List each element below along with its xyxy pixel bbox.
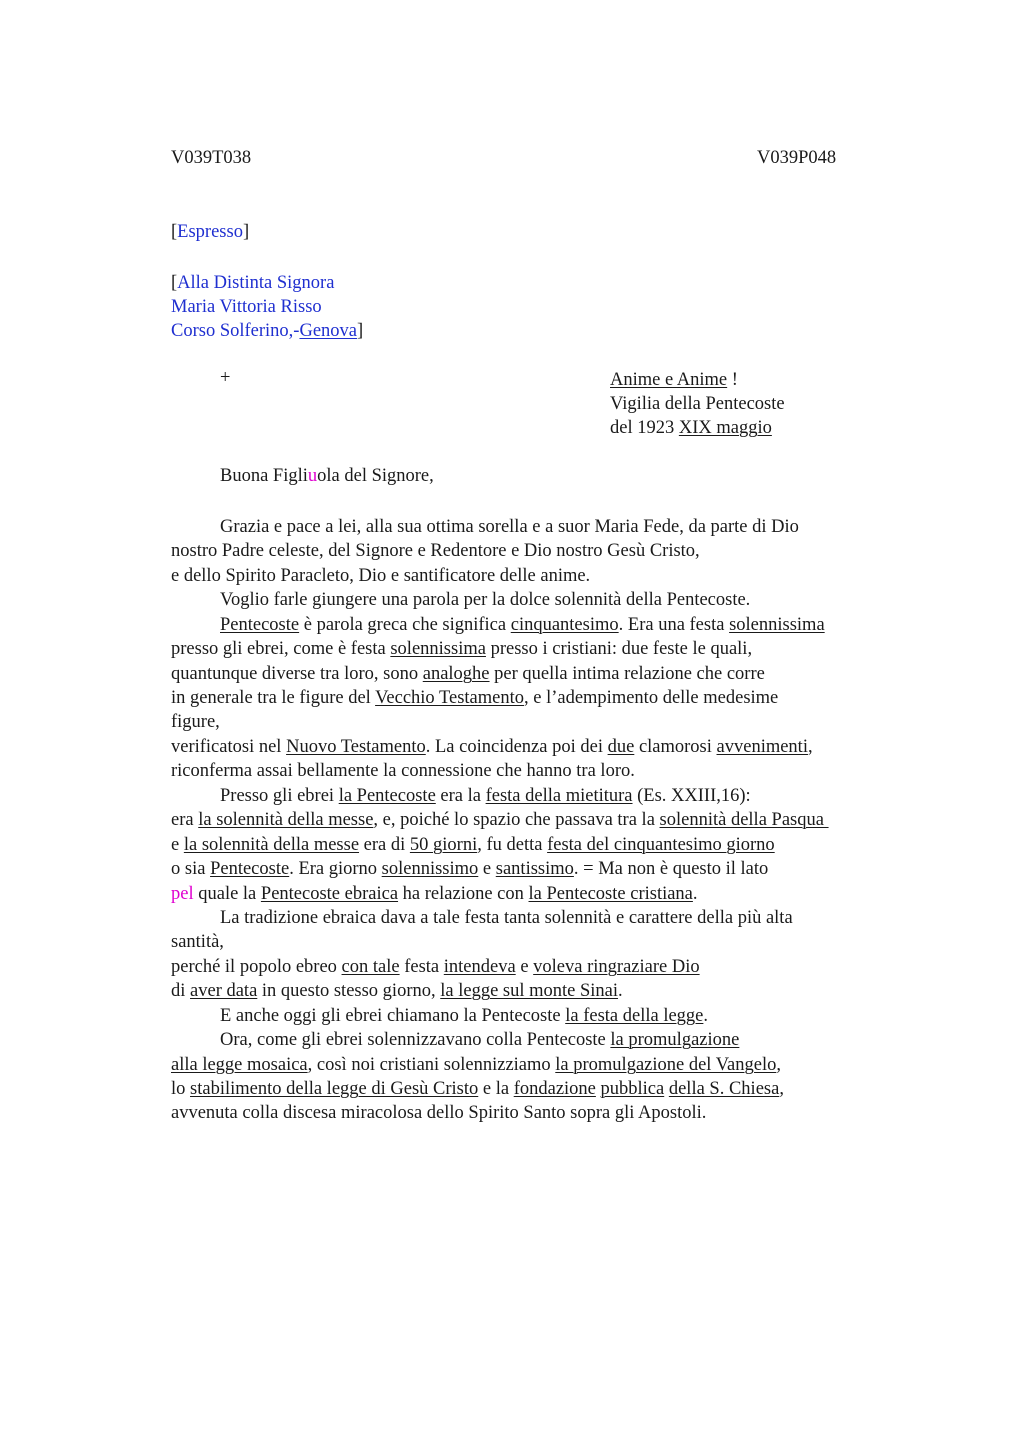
body-line: o sia Pentecoste. Era giorno solennissimo e santissimo. = Ma non è questo il lato: [171, 859, 769, 879]
salutation: Buona Figliuola del Signore,: [220, 466, 434, 486]
body-line: Ora, come gli ebrei solennizzavano colla Pentecoste la promulgazione: [220, 1030, 740, 1050]
address-line-3: Corso Solferino,-Genova]: [171, 321, 364, 341]
dateline-line-2: Vigilia della Pentecoste: [610, 394, 785, 414]
body-line: riconferma assai bellamente la connessione che hanno tra loro.: [171, 761, 635, 781]
body-line: pel quale la Pentecoste ebraica ha relazione con la Pentecoste cristiana.: [171, 884, 698, 904]
body-line: e dello Spirito Paracleto, Dio e santificatore delle anime.: [171, 566, 591, 586]
body-line: Pentecoste è parola greca che significa cinquantesimo. Era una festa solennissima: [220, 615, 825, 635]
body-line: E anche oggi gli ebrei chiamano la Pentecoste la festa della legge.: [220, 1006, 709, 1026]
body-line: alla legge mosaica, così noi cristiani solennizziamo la promulgazione del Vangelo,: [171, 1055, 781, 1075]
address-block: [171, 271, 363, 343]
body-line: e la solennità della messe era di 50 giorni, fu detta festa del cinquantesimo giorno: [171, 835, 775, 855]
dateline-block: [610, 368, 785, 440]
body-line: figure,: [171, 712, 220, 732]
body-line: avvenuta colla discesa miracolosa dello Spirito Santo sopra gli Apostoli.: [171, 1103, 707, 1123]
body-line: presso gli ebrei, come è festa solennissima presso i cristiani: due feste le quali,: [171, 639, 753, 659]
body-line: in generale tra le figure del Vecchio Testamento, e l’adempimento delle medesime: [171, 688, 779, 708]
espresso-text: Espresso: [177, 222, 243, 242]
body-line: perché il popolo ebreo con tale festa intendeva e voleva ringraziare Dio: [171, 957, 700, 977]
address-city: Genova: [299, 321, 358, 341]
body-line: nostro Padre celeste, del Signore e Redentore e Dio nostro Gesù Cristo,: [171, 541, 700, 561]
body-line: Voglio farle giungere una parola per la dolce solennità della Pentecoste.: [220, 590, 751, 610]
body-line: era la solennità della messe, e, poiché lo spazio che passava tra la solennità della Pasqua: [171, 810, 829, 830]
address-line-1: [Alla Distinta Signora: [171, 273, 335, 293]
dateline-line-1: Anime e Anime !: [610, 370, 738, 390]
body-line: santità,: [171, 932, 224, 952]
document-code-left: V039T038: [171, 148, 252, 168]
address-line-2: Maria Vittoria Risso: [171, 297, 322, 317]
dateline-line-3: del 1923 XIX maggio: [610, 418, 772, 438]
body-line: verificatosi nel Nuovo Testamento. La coincidenza poi dei due clamorosi avvenimenti,: [171, 737, 813, 757]
body-line: Presso gli ebrei la Pentecoste era la festa della mietitura (Es. XXIII,16):: [220, 786, 751, 806]
espresso-note: [Espresso]: [171, 222, 250, 242]
body-line: La tradizione ebraica dava a tale festa tanta solennità e carattere della più alta: [220, 908, 793, 928]
body-line: lo stabilimento della legge di Gesù Cristo e la fondazione pubblica della S. Chiesa,: [171, 1079, 784, 1099]
body-line: Grazia e pace a lei, alla sua ottima sorella e a suor Maria Fede, da parte di Dio: [220, 517, 799, 537]
document-code-right: V039P048: [757, 148, 837, 168]
body-line: di aver data in questo stesso giorno, la legge sul monte Sinai.: [171, 981, 623, 1001]
cross-mark: +: [220, 368, 231, 388]
body-line: quantunque diverse tra loro, sono analoghe per quella intima relazione che corre: [171, 664, 765, 684]
